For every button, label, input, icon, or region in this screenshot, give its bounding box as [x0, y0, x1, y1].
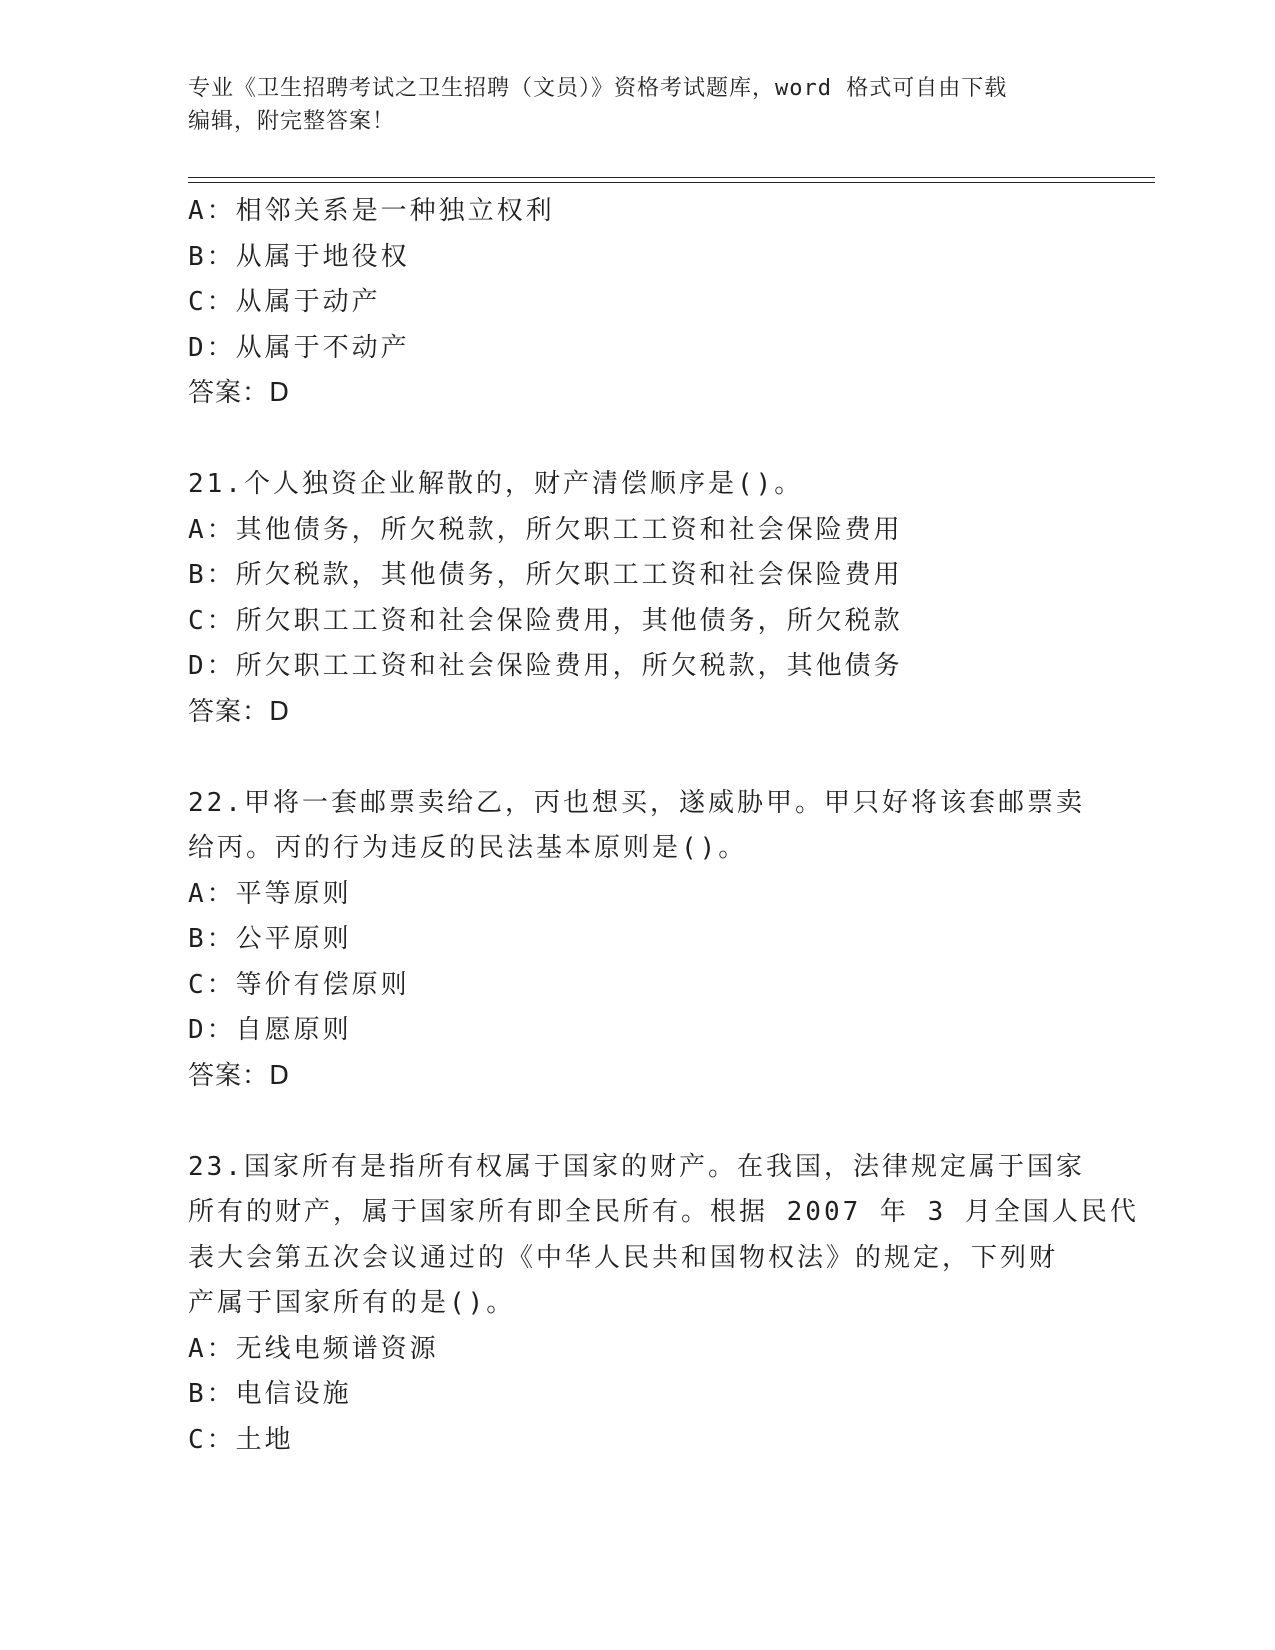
- header-divider-bottom: [188, 182, 1155, 183]
- option-c: C：从属于动产: [188, 287, 381, 317]
- option-d: D：自愿原则: [188, 1015, 352, 1045]
- spacer: [188, 417, 1088, 463]
- question-23: [188, 1145, 1139, 1464]
- question-content: [188, 189, 1139, 1463]
- answer-line: 答案：D: [188, 1060, 291, 1091]
- answer-line: 答案：D: [188, 378, 291, 408]
- option-d: D：从属于不动产: [188, 332, 410, 363]
- option-c: C：等价有偿原则: [188, 969, 410, 1000]
- option-b: B：所欠税款，其他债务，所欠职工工资和社会保险费用: [188, 560, 903, 590]
- spacer: [188, 735, 1088, 781]
- header-line-1: 专业《卫生招聘考试之卫生招聘（文员）》资格考试题库，word 格式可自由下载: [188, 76, 1008, 101]
- spacer: [188, 1099, 1088, 1145]
- option-a: A：平等原则: [188, 878, 352, 909]
- question-21: [188, 462, 1088, 735]
- answer-line: 答案：D: [188, 696, 291, 727]
- question-stem: 产属于国家所有的是()。: [188, 1288, 516, 1318]
- question-20-continued: [188, 189, 1088, 417]
- option-c: C：所欠职工工资和社会保险费用，其他债务，所欠税款: [188, 605, 903, 636]
- question-stem: 23.国家所有是指所有权属于国家的财产。在我国，法律规定属于国家: [188, 1151, 1085, 1182]
- question-stem: 22.甲将一套邮票卖给乙，丙也想买，遂威胁甲。甲只好将该套邮票卖: [188, 787, 1085, 818]
- option-a: A：无线电频谱资源: [188, 1333, 439, 1364]
- option-b: B：从属于地役权: [188, 241, 410, 272]
- header-divider-top: [188, 177, 1155, 178]
- document-header: [188, 72, 1088, 138]
- question-stem: 21.个人独资企业解散的，财产清偿顺序是()。: [188, 469, 804, 499]
- option-b: B：公平原则: [188, 924, 352, 954]
- question-22: [188, 781, 1088, 1100]
- header-line-2: 编辑，附完整答案！: [188, 109, 396, 134]
- option-c: C：土地: [188, 1424, 294, 1455]
- question-stem: 表大会第五次会议通过的《中华人民共和国物权法》的规定，下列财: [188, 1242, 1059, 1273]
- question-stem: 所有的财产，属于国家所有即全民所有。根据 2007 年 3 月全国人民代: [188, 1197, 1139, 1227]
- option-d: D：所欠职工工资和社会保险费用，所欠税款，其他债务: [188, 651, 903, 681]
- option-a: A：相邻关系是一种独立权利: [188, 196, 555, 226]
- option-a: A：其他债务，所欠税款，所欠职工工资和社会保险费用: [188, 514, 903, 545]
- option-b: B：电信设施: [188, 1379, 352, 1409]
- question-stem: 给丙。丙的行为违反的民法基本原则是()。: [188, 833, 748, 863]
